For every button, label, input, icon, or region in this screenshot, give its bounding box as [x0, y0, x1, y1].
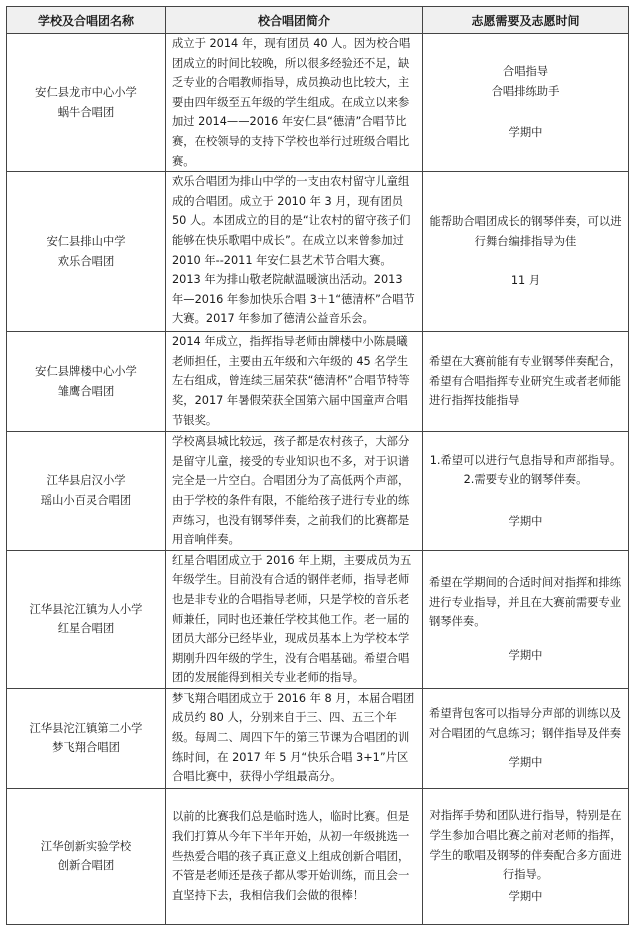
- need-time: 学期中: [508, 756, 543, 770]
- school-cell: [7, 432, 166, 551]
- choir-intro: 以前的比赛我们总是临时选人，临时比赛。但是我们打算从今年下半年开始，从初一年级挑选一些热爱合唱的孩子真正意义上组成创新合唱团，不管是老师还是孩子都从零开始训练，而且会一直坚持下去，我相信我们会做的很棒！: [166, 788, 423, 924]
- choir-intro: 欢乐合唱团为排山中学的一支由农村留守儿童组成的合唱团。成立于 2010 年 3 月，现有团员 50 人。本团成立的目的是“让农村的留守孩子们能够在快乐歌唱中成长”。在成立以来曾参加过 2010 年--2011 年安仁县艺术节合唱大赛。2013 年为排山敬老院献温暖演出活动。2013 年—2016 年参加快乐合唱 3＋1“德清杯”合唱节大赛。2017 年参加了德清公益音乐会。: [166, 172, 423, 332]
- needs-cell: [423, 332, 629, 432]
- school-name: 安仁县龙市中心小学: [35, 85, 137, 99]
- school-name: 江华县启汉小学: [46, 474, 126, 488]
- need-time: 11 月: [510, 274, 541, 288]
- table-row: [7, 432, 629, 551]
- choir-name: 瑶山小百灵合唱团: [40, 493, 132, 507]
- school-cell: [7, 172, 166, 332]
- table-row: [7, 688, 629, 788]
- choir-name: 欢乐合唱团: [57, 254, 115, 268]
- need-text: 合唱指导 合唱排练助手: [491, 65, 560, 98]
- volunteer-needs-table: [6, 6, 629, 925]
- need-time: 学期中: [508, 514, 543, 528]
- need-text: 希望在学期间的合适时间对指挥和排练进行专业指导，并且在大赛前需要专业钢琴伴奏。: [429, 576, 622, 629]
- choir-intro: 成立于 2014 年，现有团员 40 人。因为校合唱团成立的时间比较晚，所以很多经验还不足，缺乏专业的合唱教师指导，成员换动也比较大，主要由四年级至五年级的学生组成。在成立以来参加过 2014——2016 年安仁县“德清”合唱节比赛，在校领导的支持下学校也举行过班级合唱比赛。: [166, 34, 423, 172]
- needs-cell: [423, 788, 629, 924]
- table-row: [7, 172, 629, 332]
- header-choir-intro: 校合唱团简介: [166, 7, 423, 34]
- school-cell: [7, 688, 166, 788]
- choir-name: 梦飞翔合唱团: [52, 741, 120, 755]
- choir-name: 蜗牛合唱团: [57, 105, 115, 119]
- need-time: 学期中: [508, 648, 543, 662]
- needs-cell: [423, 550, 629, 688]
- need-time: 学期中: [508, 889, 543, 903]
- school-name: 安仁县排山中学: [46, 235, 126, 249]
- school-name: 江华创新实验学校: [40, 839, 132, 853]
- choir-name: 创新合唱团: [57, 859, 115, 873]
- header-school-name: 学校及合唱团名称: [7, 7, 166, 34]
- needs-cell: [423, 34, 629, 172]
- need-text: 希望在大赛前能有专业钢琴伴奏配合，希望有合唱指挥专业研究生或者老师能进行指挥技能指导: [429, 355, 622, 408]
- header-volunteer-needs: 志愿需要及志愿时间: [423, 7, 629, 34]
- school-name: 安仁县牌楼中心小学: [35, 365, 137, 379]
- need-text: 能帮助合唱团成长的钢琴伴奏，可以进行舞台编排指导为佳: [429, 215, 622, 248]
- table-row: [7, 34, 629, 172]
- volunteer-table-container: [6, 6, 628, 925]
- school-cell: [7, 34, 166, 172]
- choir-name: 红星合唱团: [57, 622, 115, 636]
- table-row: [7, 550, 629, 688]
- choir-name: 雏鹰合唱团: [57, 384, 115, 398]
- school-cell: [7, 788, 166, 924]
- need-text: 对指挥手势和团队进行指导，特别是在学生参加合唱比赛之前对老师的指挥，学生的歌唱及钢琴的伴奏配合多方面进行指导。: [429, 809, 622, 882]
- need-text: 1.希望可以进行气息指导和声部指导。 2.需要专业的钢琴伴奏。: [429, 453, 622, 487]
- school-cell: [7, 332, 166, 432]
- needs-cell: [423, 172, 629, 332]
- choir-intro: 2014 年成立，指挥指导老师由牌楼中小陈晨曦老师担任，主要由五年级和六年级的 45 名学生左右组成，曾连续三届荣获“德清杯”合唱节特等奖，2017 年暑假荣获全国第六届中国童声合唱节银奖。: [166, 332, 423, 432]
- need-time: 学期中: [508, 126, 543, 140]
- choir-intro: 学校离县城比较远，孩子都是农村孩子，大部分是留守儿童，接受的专业知识也不多，对于识谱完全是一片空白。合唱团分为了高低两个声部，由于学校的条件有限，不能给孩子进行专业的练声练习，也没有钢琴伴奏，之前我们的比赛都是用音响伴奏。: [166, 432, 423, 551]
- needs-cell: [423, 432, 629, 551]
- need-text: 希望背包客可以指导分声部的训练以及对合唱团的气息练习；钢伴指导及伴奏: [429, 706, 622, 740]
- table-row: [7, 788, 629, 924]
- choir-intro: 红星合唱团成立于 2016 年上期，主要成员为五年级学生。目前没有合适的钢伴老师，指导老师也是非专业的合唱指导老师，只是学校的音乐老师兼任，同时也还兼任学校其他工作。老一届的团员大部分已经毕业，现成员基本上为学校本学期刚升四年级的学生，没有合唱基础。希望合唱团的发展能得到相关专业老师的指导。: [166, 550, 423, 688]
- choir-intro: 梦飞翔合唱团成立于 2016 年 8 月，本届合唱团成员约 80 人，分别来自于三、四、五三个年级。每周二、周四下午的第三节课为合唱团的训练时间，在 2017 年 5 月“快乐合唱 3+1”片区合唱比赛中，获得小学组最高分。: [166, 688, 423, 788]
- table-header-row: [7, 7, 629, 34]
- table-row: [7, 332, 629, 432]
- school-name: 江华县沱江镇第二小学: [29, 721, 143, 735]
- school-cell: [7, 550, 166, 688]
- needs-cell: [423, 688, 629, 788]
- school-name: 江华县沱江镇为人小学: [29, 602, 143, 616]
